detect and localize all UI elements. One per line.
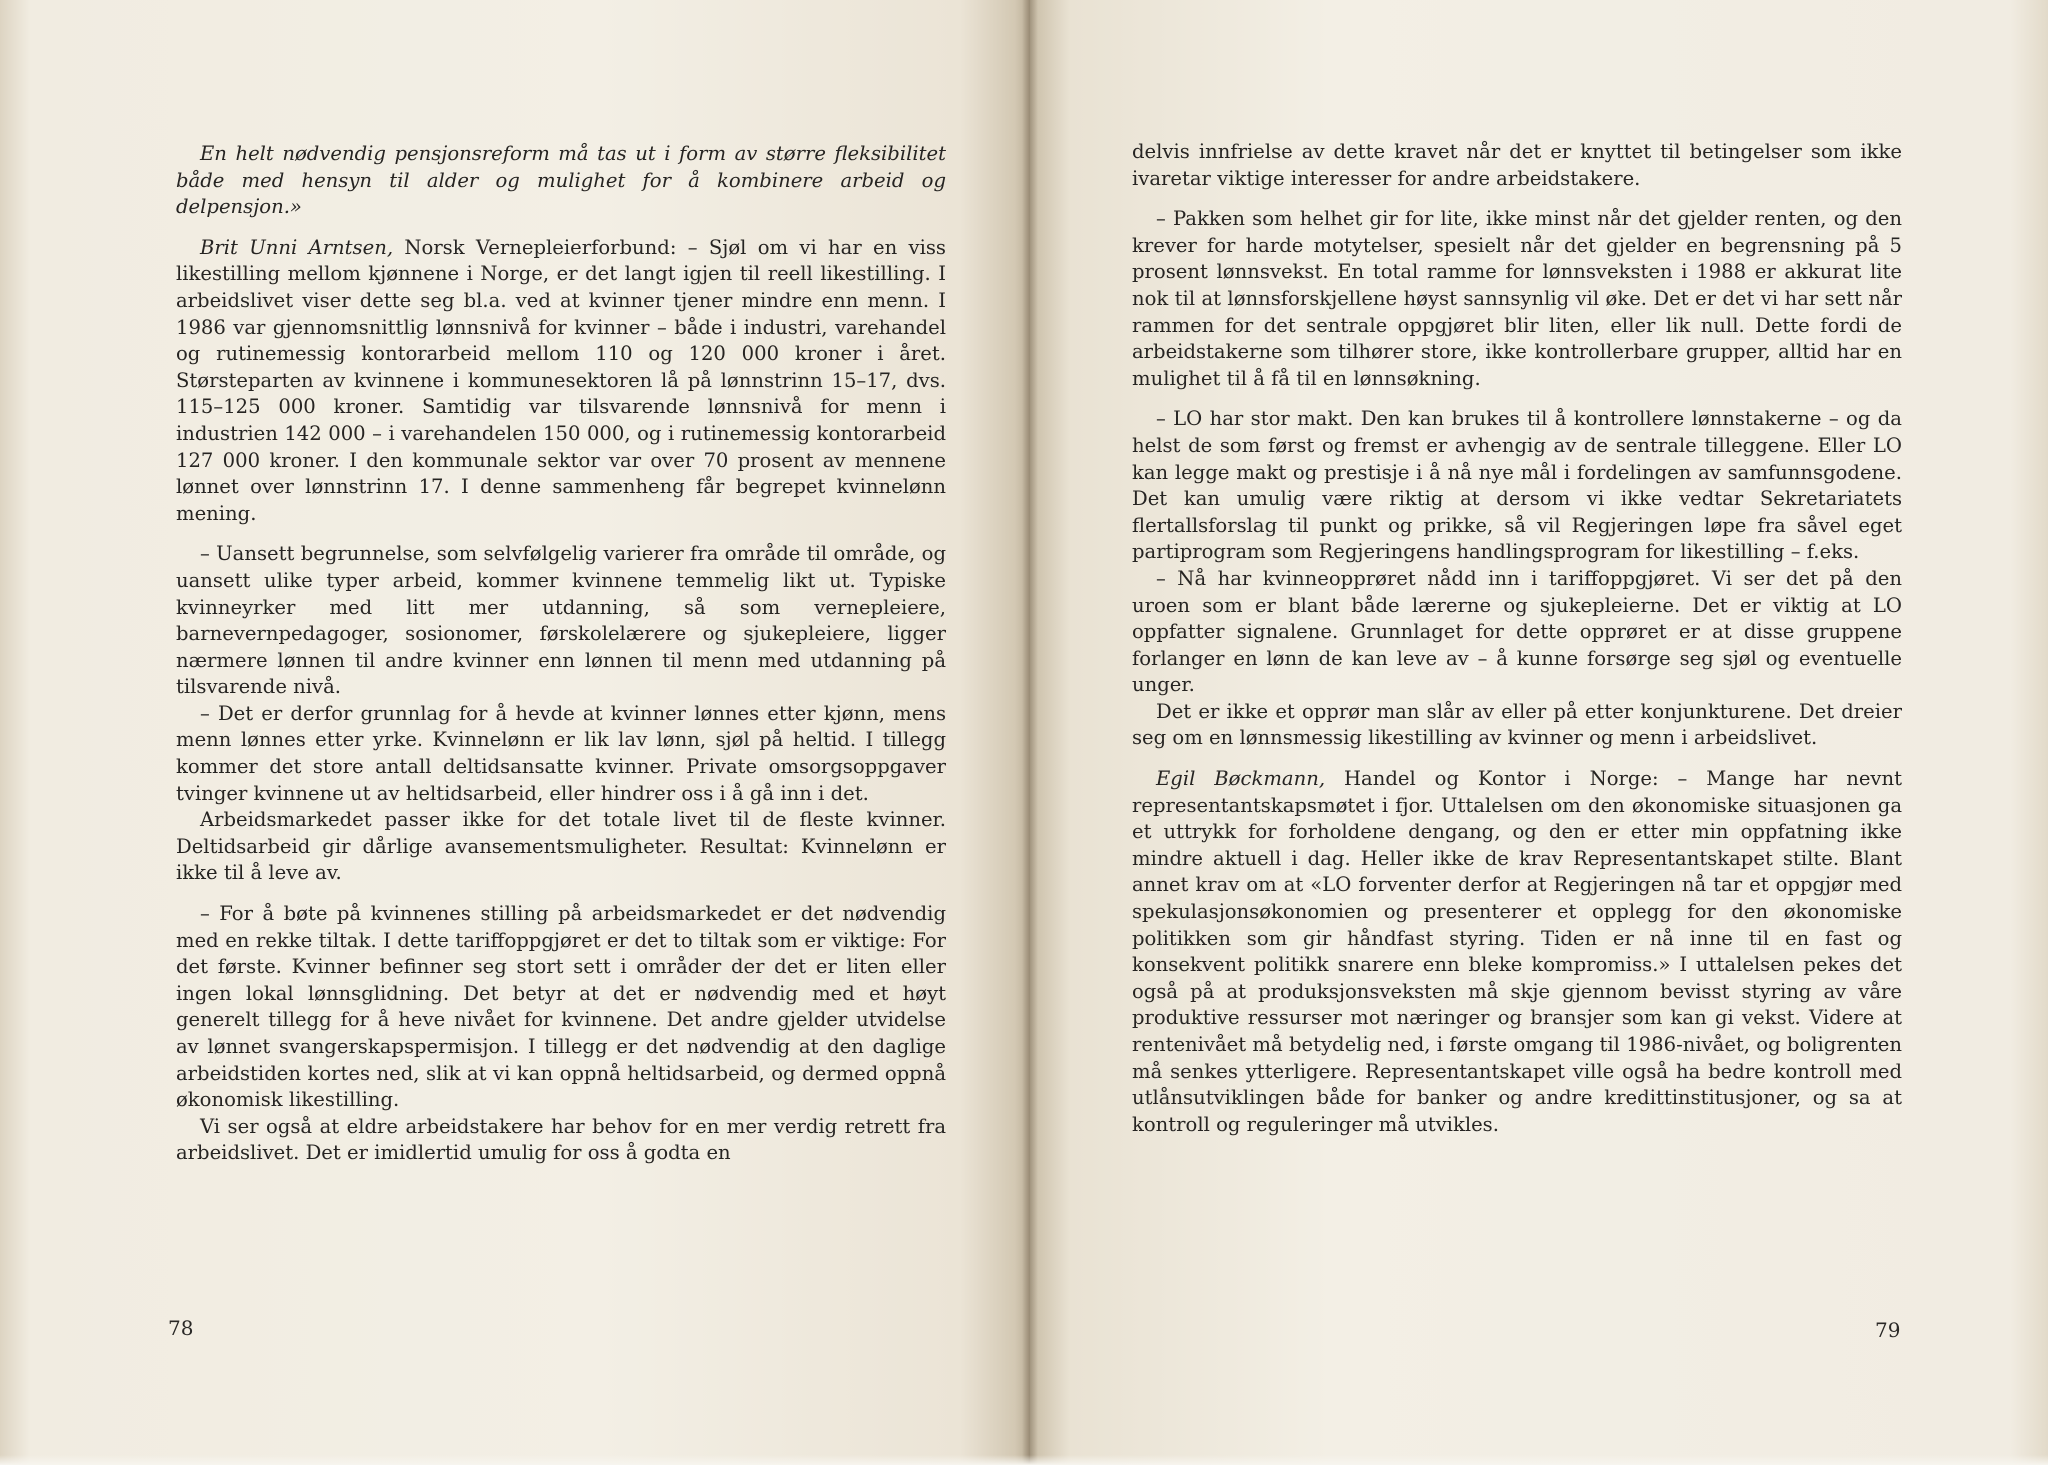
speaker-name: Egil Bøckmann, (1156, 767, 1326, 791)
page-number: 78 (168, 1316, 194, 1340)
right-page (1030, 0, 2048, 1465)
paragraph: Vi ser også at eldre arbeidstakere har behov for en mer verdig retrett fra arbeidslivet. Det er imidlertid umulig for oss å godta en (176, 1114, 946, 1165)
right-page-text (1132, 139, 1902, 1138)
speaker-name: Brit Unni Arntsen, (200, 235, 394, 259)
bottom-edge (0, 1455, 2048, 1465)
paragraph: – For å bøte på kvinnenes stilling på arbeidsmarkedet er det nødvendig med en rekke tiltak. I dette tariffoppgjøret er det to tiltak som er viktige: For det første. Kvinner befinner seg stort sett i områder der det er liten eller ingen lokal lønnsglidning. Det betyr at det er nødvendig med et høyt generelt tillegg for å heve nivået for kvinnene. Det andre gjelder utvidelse av lønnet svangerskapspermisjon. I tillegg er det nødvendig at den daglige arbeidstiden kortes ned, slik at vi kan oppnå heltidsarbeid, og dermed oppnå økonomisk likestilling. (176, 902, 946, 1112)
paragraph: Arbeidsmarkedet passer ikke for det totale livet til de fleste kvinner. Deltidsarbeid gir dårlige avansementsmuligheter. Resultat: Kvinnelønn er ikke til å leve av. (176, 808, 946, 885)
book-gutter (1022, 0, 1038, 1465)
page-number: 79 (1875, 1318, 1901, 1342)
paragraph: – Det er derfor grunnlag for å hevde at kvinner lønnes etter kjønn, mens menn lønnes etter yrke. Kvinnelønn er lik lav lønn, sjøl på heltid. I tillegg kommer det store antall deltidsansatte kvinner. Private omsorgsoppgaver tvinger kvinnene ut av heltidsarbeid, eller hindrer oss i å gå inn i det. (176, 701, 946, 805)
paragraph: delvis innfrielse av dette kravet når det er knyttet til betingelser som ikke ivaretar viktige interesser for andre arbeidstakere. (1132, 140, 1902, 190)
speaker-paragraph (176, 235, 946, 528)
speaker-paragraph (1132, 766, 1902, 1138)
paragraph: – LO har stor makt. Den kan brukes til å kontrollere lønnstakerne – og da helst de som først og fremst er avhengig av de sentrale tilleggene. Eller LO kan legge makt og prestisje i å nå nye mål i fordelingen av samfunnsgodene. Det kan umulig være riktig at dersom vi ikke vedtar Sekretariatets flertallsforslag til punkt og prikke, så vil Regjeringen løpe fra såvel eget partiprogram som Regjeringens handlingsprogram for likestilling – f.eks. (1132, 407, 1902, 564)
paragraph: – Nå har kvinneopprøret nådd inn i tariffoppgjøret. Vi ser det på den uroen som er blant både lærerne og sjukepleierne. Det er viktig at LO oppfatter signalene. Grunnlaget for dette opprøret er at disse gruppene forlanger en lønn de kan leve av – å kunne forsørge seg sjøl og eventuelle unger. (1132, 566, 1902, 697)
paragraph-text: Handel og Kontor i Norge: – Mange har nevnt representantskapsmøtet i fjor. Uttalelsen om den økonomiske situasjonen ga et uttrykk for forholdene dengang, og den er etter min oppfatning ikke mindre aktuell i dag. Heller ikke de krav Representantskapet stilte. Blant annet krav om at «LO forventer derfor at Regjeringen nå tar et oppgjør med spekulasjonsøkonomien og presenterer et opplegg for den økonomiske politikken som gir håndfast styring. Tiden er nå inne til en fast og konsekvent politikk snarere enn bleke kompromiss.» I uttalelsen pekes det også på at produksjonsveksten må skje gjennom bevisst styring av våre produktive ressurser mot næringer og bransjer som kan gi vekst. Videre at rentenivået må betydelig ned, i første omgang til 1986-nivået, og boligrenten må senkes ytterligere. Representantskapet ville også ha bedre kontroll med utlånsutviklingen både for banker og andre kredittinstitusjoner, og sa at kontroll og reguleringer må utvikles. (1132, 767, 1902, 1136)
paragraph: – Pakken som helhet gir for lite, ikke minst når det gjelder renten, og den krever for harde motytelser, spesielt når det gjelder en begrensning på 5 prosent lønnsvekst. En total ramme for lønnsveksten i 1988 er akkurat lite nok til at lønnsforskjellene høyst sannsynlig vil øke. Det er det vi har sett når rammen for det sentrale oppgjøret blir liten, eller lik null. Dette fordi de arbeidstakerne som tilhører store, ikke kontrollerbare grupper, alltid har en mulighet til å få til en lønnsøkning. (1132, 207, 1902, 390)
left-page-text (176, 141, 946, 1167)
paragraph: Det er ikke et opprør man slår av eller på etter konjunkturene. Det dreier seg om en lønnsmessig likestilling av kvinner og menn i arbeidslivet. (1132, 699, 1902, 750)
paragraph: – Uansett begrunnelse, som selvfølgelig varierer fra område til område, og uansett ulike typer arbeid, kommer kvinnene temmelig likt ut. Typiske kvinneyrker med litt mer utdanning, så som vernepleiere, barnevernpedagoger, sosionomer, førskolelærere og sjukepleiere, ligger nærmere lønnen til andre kvinner enn lønnen til menn med utdanning på tilsvarende nivå. (176, 542, 946, 699)
paragraph-text: Norsk Vernepleierforbund: – Sjøl om vi har en viss likestilling mellom kjønnene i Norge, er det langt igjen til reell likestilling. I arbeidslivet viser dette seg bl.a. ved at kvinner tjener mindre enn menn. I 1986 var gjennomsnittlig lønnsnivå for kvinner – både i industri, varehandel og rutinemessig kontorarbeid mellom 110 og 120 000 kroner i året. Størsteparten av kvinnene i kommunesektoren lå på lønnstrinn 15–17, dvs. 115–125 000 kroner. Samtidig var tilsvarende lønnsnivå for menn i industrien 142 000 – i varehandelen 150 000, og i rutinemessig kontorarbeid 127 000 kroner. I den kommunale sektor var over 70 prosent av mennene lønnet over lønnstrinn 17. I denne sammenheng får begrepet kvinnelønn mening. (176, 235, 946, 525)
quote-paragraph: En helt nødvendig pensjonsreform må tas ut i form av større fleksibilitet både med hensyn til alder og mulighet for å kombinere arbeid og delpensjon.» (176, 142, 946, 219)
